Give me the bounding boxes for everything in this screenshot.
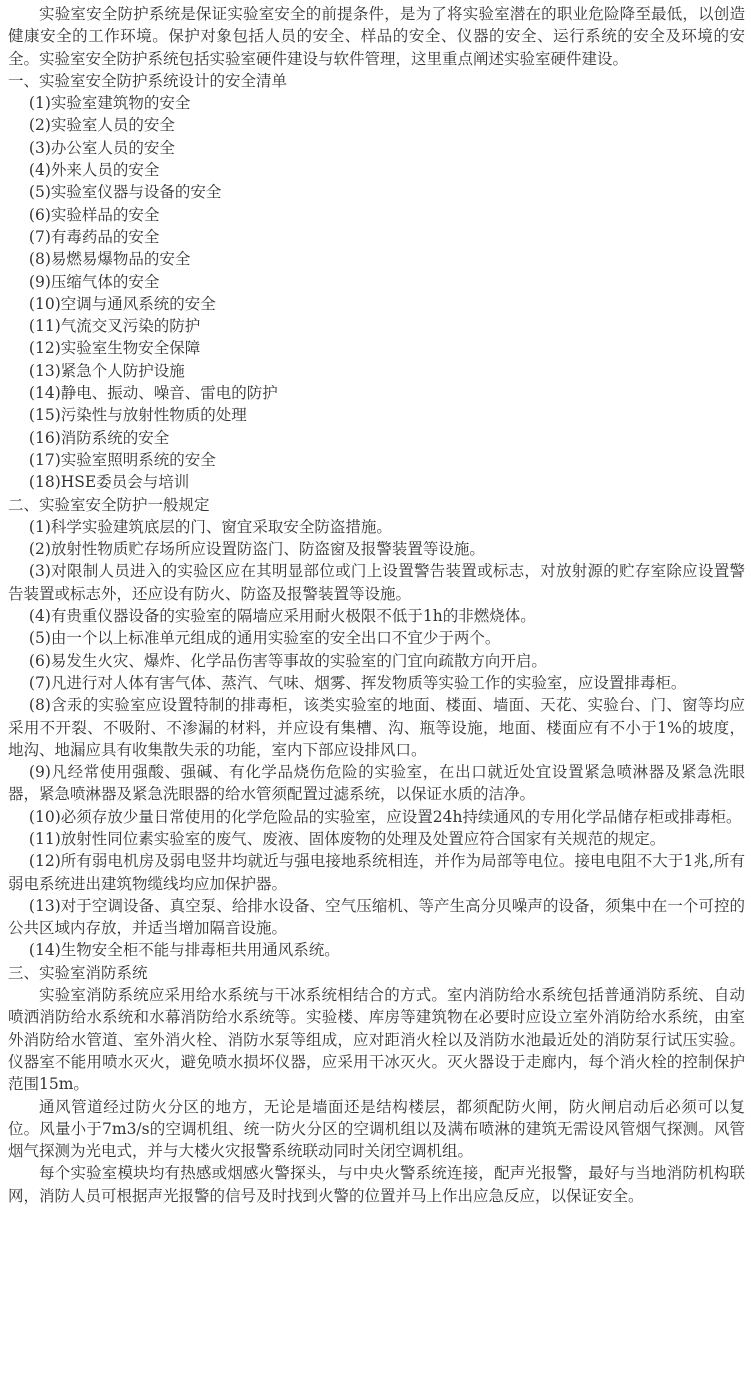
checklist-item: (6)实验样品的安全 — [28, 205, 160, 224]
section-3-heading: 三、实验室消防系统 — [8, 963, 148, 982]
checklist-item: (5)实验室仪器与设备的安全 — [28, 183, 222, 202]
ventilation-fire-paragraph: 通风管道经过防火分区的地方，无论是墙面还是结构楼层，都须配防火闸，防火闸启动后必须可以复位。风量小于7m3/s的空调机组、统一防火分区的空调机组以及满布喷淋的建筑无需设风管烟气探测。风管烟气探测为光电式，并与大楼火灾报警系统联动同时关闭空调机组。 — [8, 1097, 745, 1161]
rule-paragraph: (13)对于空调设备、真空泵、给排水设备、空气压缩机、等产生高分贝噪声的设备，须集中在一个可控的公共区域内存放，并适当增加隔音设施。 — [8, 896, 745, 938]
fire-system-paragraph: 实验室消防系统应采用给水系统与干冰系统相结合的方式。室内消防给水系统包括普通消防系统、自动喷洒消防给水系统和水幕消防给水系统等。实验楼、库房等建筑物在必要时应设立室外消防给水系统，由室外消防给水管道、室外消火栓、消防水泵等组成，应对距消火栓以及消防水池最近处的消防泵行试压实验。仪器室不能用喷水灭火，避免喷水损坏仪器，应采用干冰灭火。灭火器设于走廊内，每个消火栓的控制保护范围15m。 — [8, 986, 745, 1094]
checklist-item: (18)HSE委员会与培训 — [28, 473, 190, 492]
rule-paragraph: (4)有贵重仪器设备的实验室的隔墙应采用耐火极限不低于1h的非燃烧体。 — [28, 607, 536, 626]
checklist-item: (17)实验室照明系统的安全 — [28, 450, 216, 469]
rule-paragraph: (3)对限制人员进入的实验区应在其明显部位或门上设置警告装置或标志，对放射源的贮存室除应设置警告装置或标志外，还应设有防火、防盗及报警装置等设施。 — [8, 562, 745, 603]
rule-paragraph: (14)生物安全柜不能与排毒柜共用通风系统。 — [28, 941, 340, 960]
checklist-item: (11)气流交叉污染的防护 — [28, 317, 201, 336]
rule-paragraph: (10)必须存放少量日常使用的化学危险品的实验室，应设置24h持续通风的专用化学品储存柜或排毒柜。 — [28, 807, 742, 826]
checklist-item: (16)消防系统的安全 — [28, 428, 170, 447]
checklist-item: (15)污染性与放射性物质的处理 — [28, 406, 247, 425]
section-2-heading: 二、实验室安全防护一般规定 — [8, 495, 210, 514]
rule-paragraph: (1)科学实验建筑底层的门、窗宜采取安全防盗措施。 — [28, 517, 392, 536]
checklist-item: (1)实验室建筑物的安全 — [28, 94, 191, 113]
rule-paragraph: (6)易发生火灾、爆炸、化学品伤害等事故的实验室的门宜向疏散方向开启。 — [28, 651, 547, 670]
checklist-item: (8)易燃易爆物品的安全 — [28, 250, 191, 269]
checklist-item: (3)办公室人员的安全 — [28, 138, 175, 157]
rule-paragraph: (5)由一个以上标准单元组成的通用实验室的安全出口不宜少于两个。 — [28, 629, 501, 648]
fire-alarm-paragraph: 每个实验室模块均有热感或烟感火警探头，与中央火警系统连接，配声光报警，最好与当地消防机构联网，消防人员可根据声光报警的信号及时找到火警的位置并马上作出应急反应，以保证安全。 — [8, 1164, 745, 1205]
checklist-item: (10)空调与通风系统的安全 — [28, 294, 216, 313]
checklist-item: (2)实验室人员的安全 — [28, 116, 175, 135]
rule-paragraph: (11)放射性同位素实验室的废气、废液、固体废物的处理及处置应符合国家有关规范的规定。 — [28, 829, 666, 848]
intro-paragraph: 实验室安全防护系统是保证实验室安全的前提条件，是为了将实验室潜在的职业危险降至最低，以创造健康安全的工作环境。保护对象包括人员的安全、样品的安全、仪器的安全、运行系统的安全及环境的安全。实验室安全防护系统包括实验室硬件建设与软件管理，这里重点阐述实验室硬件建设。 — [8, 5, 745, 68]
checklist-item: (12)实验室生物安全保障 — [28, 339, 201, 358]
rule-paragraph: (7)凡进行对人体有害气体、蒸汽、气味、烟雾、挥发物质等实验工作的实验室，应设置排毒柜。 — [28, 673, 687, 692]
rule-paragraph: (8)含汞的实验室应设置特制的排毒柜，该类实验室的地面、楼面、墙面、天花、实验台、门、窗等均应采用不开裂、不吸附、不渗漏的材料，并应设有集槽、沟、瓶等设施，地面、楼面应有不小于1%的坡度，地沟、地漏应具有收集散失汞的功能，室内下部应设排风口。 — [8, 696, 745, 759]
checklist-item: (14)静电、振动、噪音、雷电的防护 — [28, 384, 278, 403]
checklist-item: (9)压缩气体的安全 — [28, 272, 160, 291]
rule-paragraph: (9)凡经常使用强酸、强碱、有化学品烧伤危险的实验室，在出口就近处宜设置紧急喷淋器及紧急洗眼器，紧急喷淋器及紧急洗眼器的给水管须配置过滤系统，以保证水质的洁净。 — [8, 763, 745, 804]
rule-paragraph: (12)所有弱电机房及弱电竖井均就近与强电接地系统相连，并作为局部等电位。接电电阻不大于1兆,所有弱电系统进出建筑物缆线均应加保护器。 — [8, 852, 745, 893]
checklist-item: (13)紧急个人防护设施 — [28, 361, 185, 380]
rule-paragraph: (2)放射性物质贮存场所应设置防盗门、防盗窗及报警装置等设施。 — [28, 540, 485, 559]
section-1-heading: 一、实验室安全防护系统设计的安全清单 — [8, 71, 288, 90]
checklist-item: (7)有毒药品的安全 — [28, 227, 160, 246]
checklist-item: (4)外来人员的安全 — [28, 161, 160, 180]
